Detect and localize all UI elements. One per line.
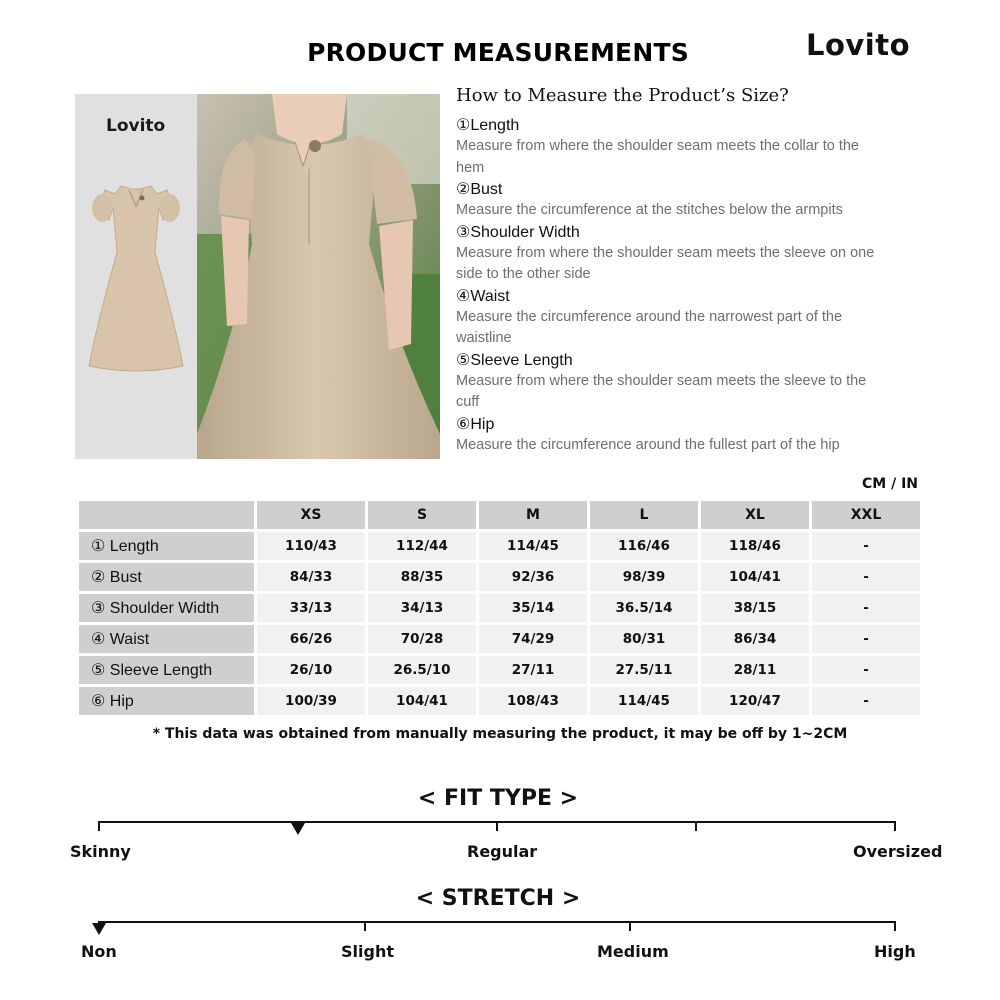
- row-label: ③ Shoulder Width: [79, 594, 254, 622]
- product-image: [75, 94, 440, 459]
- stretch-label-slight: Slight: [341, 942, 394, 961]
- table-cell: 38/15: [701, 594, 809, 622]
- table-cell: 26/10: [257, 656, 365, 684]
- instruction-bust: [456, 180, 886, 222]
- table-cell: 84/33: [257, 563, 365, 591]
- instruction-shoulder-width: [456, 223, 886, 286]
- instruction-waist: [456, 287, 886, 350]
- row-label: ⑥ Hip: [79, 687, 254, 715]
- table-cell: 108/43: [479, 687, 587, 715]
- table-cell: -: [812, 625, 920, 653]
- row-label: ② Bust: [79, 563, 254, 591]
- instruction-heading: ②Bust: [456, 181, 503, 198]
- stretch-tick: [364, 921, 366, 931]
- page-title: PRODUCT MEASUREMENTS: [307, 38, 689, 67]
- image-brand-label: Lovito: [106, 116, 166, 136]
- table-cell: 26.5/10: [368, 656, 476, 684]
- table-row: [79, 687, 920, 715]
- instruction-text: Measure the circumference at the stitches below the armpits: [456, 202, 843, 218]
- stretch-scale-line: [98, 921, 896, 923]
- table-cell: 114/45: [590, 687, 698, 715]
- size-header: M: [479, 501, 587, 529]
- flat-lay-panel: [75, 94, 197, 459]
- table-cell: 104/41: [368, 687, 476, 715]
- table-row: [79, 625, 920, 653]
- instruction-hip: [456, 415, 886, 457]
- fit-type-tick: [894, 821, 896, 831]
- row-label: ① Length: [79, 532, 254, 560]
- dress-flatlay-illustration: [75, 94, 197, 459]
- stretch-label-non: Non: [81, 942, 117, 961]
- table-cell: 33/13: [257, 594, 365, 622]
- instruction-heading: ⑤Sleeve Length: [456, 351, 573, 369]
- stretch-label-high: High: [874, 942, 916, 961]
- table-row: [79, 532, 920, 560]
- instruction-heading: ③Shoulder Width: [456, 223, 580, 241]
- table-cell: 70/28: [368, 625, 476, 653]
- table-cell: 92/36: [479, 563, 587, 591]
- table-row: [79, 656, 920, 684]
- stretch-marker-icon: [92, 923, 106, 935]
- brand-logo: Lovito: [806, 28, 911, 62]
- row-label: ④ Waist: [79, 625, 254, 653]
- instruction-heading: ①Length: [456, 117, 520, 134]
- table-cell: -: [812, 687, 920, 715]
- table-cell: -: [812, 532, 920, 560]
- table-cell: 80/31: [590, 625, 698, 653]
- table-cell: 34/13: [368, 594, 476, 622]
- table-cell: 104/41: [701, 563, 809, 591]
- table-header-row: [79, 501, 920, 529]
- instruction-text: Measure from where the shoulder seam meets the sleeve on one side to the other side: [456, 244, 875, 282]
- stretch-tick: [894, 921, 896, 931]
- table-cell: 35/14: [479, 594, 587, 622]
- stretch-tick: [629, 921, 631, 931]
- table-cell: 118/46: [701, 532, 809, 560]
- instruction-text: Measure the circumference around the narrowest part of the waistline: [456, 308, 843, 346]
- size-header: S: [368, 501, 476, 529]
- table-cell: 86/34: [701, 625, 809, 653]
- table-corner-cell: [79, 501, 254, 529]
- table-cell: 116/46: [590, 532, 698, 560]
- instruction-heading: ④Waist: [456, 287, 510, 305]
- size-header: XXL: [812, 501, 920, 529]
- table-cell: 74/29: [479, 625, 587, 653]
- fit-type-label-skinny: Skinny: [70, 842, 131, 861]
- stretch-label-medium: Medium: [597, 942, 669, 961]
- instruction-text: Measure from where the shoulder seam meets the sleeve to the cuff: [456, 372, 867, 410]
- stretch-title: < STRETCH >: [415, 886, 581, 911]
- table-row: [79, 563, 920, 591]
- unit-label: CM / IN: [862, 476, 918, 492]
- instruction-heading: ⑥Hip: [456, 415, 495, 433]
- measure-instructions: [456, 116, 886, 457]
- table-cell: 114/45: [479, 532, 587, 560]
- table-cell: 88/35: [368, 563, 476, 591]
- table-cell: -: [812, 594, 920, 622]
- table-cell: 66/26: [257, 625, 365, 653]
- table-row: [79, 594, 920, 622]
- fit-type-tick: [98, 821, 100, 831]
- fit-type-marker-icon: [291, 823, 305, 835]
- fit-type-label-regular: Regular: [467, 842, 538, 861]
- size-chart-table: [76, 498, 923, 718]
- instruction-text: Measure the circumference around the fullest part of the hip: [456, 436, 840, 453]
- fit-type-tick: [496, 821, 498, 831]
- size-header: L: [590, 501, 698, 529]
- table-cell: 100/39: [257, 687, 365, 715]
- size-header: XL: [701, 501, 809, 529]
- table-cell: 110/43: [257, 532, 365, 560]
- size-header: XS: [257, 501, 365, 529]
- table-cell: 98/39: [590, 563, 698, 591]
- table-cell: 27.5/11: [590, 656, 698, 684]
- instruction-length: [456, 116, 886, 179]
- fit-type-tick: [695, 821, 697, 831]
- table-cell: 36.5/14: [590, 594, 698, 622]
- instruction-text: Measure from where the shoulder seam meets the collar to the hem: [456, 138, 859, 176]
- model-photo-illustration: [197, 94, 440, 459]
- fit-type-title: < FIT TYPE >: [417, 786, 579, 811]
- table-cell: 120/47: [701, 687, 809, 715]
- measurement-note: * This data was obtained from manually measuring the product, it may be off by 1~2CM: [152, 726, 848, 742]
- row-label: ⑤ Sleeve Length: [79, 656, 254, 684]
- howto-title: How to Measure the Product’s Size?: [456, 85, 789, 106]
- table-cell: -: [812, 656, 920, 684]
- table-cell: -: [812, 563, 920, 591]
- table-cell: 27/11: [479, 656, 587, 684]
- table-cell: 28/11: [701, 656, 809, 684]
- fit-type-label-oversized: Oversized: [853, 842, 943, 861]
- table-cell: 112/44: [368, 532, 476, 560]
- model-photo: [197, 94, 440, 459]
- instruction-sleeve-length: [456, 351, 886, 414]
